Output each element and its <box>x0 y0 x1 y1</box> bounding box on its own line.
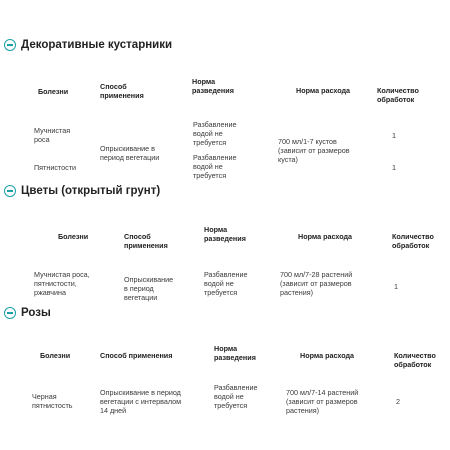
header-method: Способ применения <box>124 232 168 250</box>
header-rate: Норма расхода <box>296 86 351 95</box>
cell-method: Опрыскивание в период вегетации с интервалом 14 дней <box>100 388 182 415</box>
cell-count: 1 <box>392 131 396 140</box>
cell-rate: 700 мл/7-14 растений (зависит от размеров растения) <box>286 388 359 415</box>
cell-count: 2 <box>396 397 400 406</box>
header-diseases: Болезни <box>40 351 71 360</box>
cell-disease: Пятнистости <box>34 163 77 172</box>
header-dilution: Норма разведения <box>214 344 256 362</box>
header-method: Способ применения <box>100 351 173 360</box>
cell-dilution: Разбавление водой не требуется <box>193 153 237 180</box>
header-rate: Норма расхода <box>298 232 353 241</box>
cell-count: 1 <box>394 282 398 291</box>
collapse-icon[interactable] <box>4 185 16 197</box>
header-dilution: Норма разведения <box>204 225 246 243</box>
section-title: Цветы (открытый грунт) <box>21 185 161 197</box>
section-header-flowers[interactable] <box>4 183 160 199</box>
cell-disease: Мучнистая роса <box>34 126 71 144</box>
collapse-icon[interactable] <box>4 39 16 51</box>
cell-count: 1 <box>392 163 396 172</box>
cell-dilution: Разбавление водой не требуется <box>204 270 248 297</box>
header-dilution: Норма разведения <box>192 77 234 95</box>
section-header-shrubs[interactable] <box>4 37 172 53</box>
header-count: Количество обработок <box>392 232 434 250</box>
section-title: Декоративные кустарники <box>21 39 173 51</box>
header-rate: Норма расхода <box>300 351 355 360</box>
header-count: Количество обработок <box>394 351 436 369</box>
cell-method: Опрыскивание в период вегетации <box>100 144 160 162</box>
cell-dilution: Разбавление водой не требуется <box>214 383 258 410</box>
collapse-icon[interactable] <box>4 307 16 319</box>
section-title: Розы <box>21 307 51 319</box>
header-diseases: Болезни <box>38 87 69 96</box>
cell-rate: 700 мл/7-28 растений (зависит от размеров растения) <box>280 270 353 297</box>
cell-disease: Мучнистая роса, пятнистости, ржавчина <box>34 270 90 297</box>
cell-disease: Черная пятнистость <box>32 392 73 410</box>
header-diseases: Болезни <box>58 232 89 241</box>
header-method: Способ применения <box>100 82 144 100</box>
header-count: Количество обработок <box>377 86 419 104</box>
section-header-roses[interactable] <box>4 305 51 321</box>
cell-method: Опрыскивание в период вегетации <box>124 275 174 302</box>
cell-rate: 700 мл/1-7 кустов (зависит от размеров куста) <box>278 137 350 164</box>
cell-dilution: Разбавление водой не требуется <box>193 120 237 147</box>
